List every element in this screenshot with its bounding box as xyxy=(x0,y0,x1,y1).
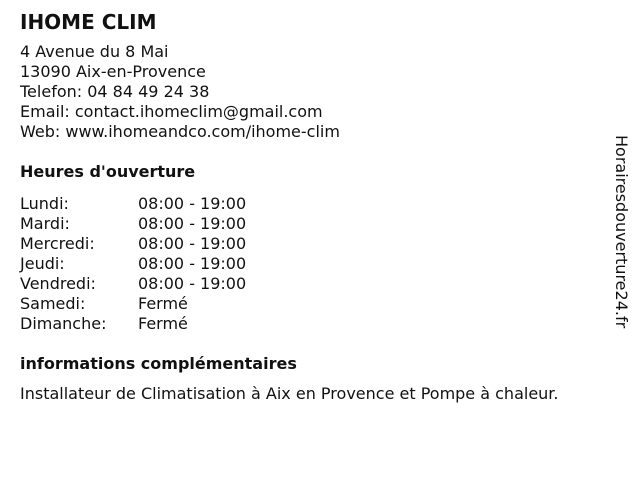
hours-time: 08:00 - 19:00 xyxy=(138,194,247,213)
business-name: IHOME CLIM xyxy=(20,10,157,34)
address-city: 13090 Aix-en-Provence xyxy=(20,62,206,81)
hours-day: Samedi: xyxy=(20,294,86,313)
hours-row xyxy=(20,274,246,294)
hours-row xyxy=(20,314,246,334)
hours-day: Dimanche: xyxy=(20,314,107,333)
site-watermark: Horairesdouverture24.fr xyxy=(612,135,631,329)
hours-row xyxy=(20,254,246,274)
hours-day: Jeudi: xyxy=(20,254,65,273)
hours-time: 08:00 - 19:00 xyxy=(138,214,247,233)
hours-time: 08:00 - 19:00 xyxy=(138,254,247,273)
phone-line: Telefon: 04 84 49 24 38 xyxy=(20,82,210,101)
hours-day: Lundi: xyxy=(20,194,69,213)
info-heading: informations complémentaires xyxy=(20,354,297,373)
hours-time: Fermé xyxy=(138,294,188,313)
address-street: 4 Avenue du 8 Mai xyxy=(20,42,169,61)
hours-row xyxy=(20,294,246,314)
business-card xyxy=(20,10,610,404)
hours-time: Fermé xyxy=(138,314,188,333)
hours-day: Mercredi: xyxy=(20,234,95,253)
info-text: Installateur de Climatisation à Aix en Provence et Pompe à chaleur. xyxy=(20,384,559,403)
hours-table xyxy=(20,194,246,334)
web-line: Web: www.ihomeandco.com/ihome-clim xyxy=(20,122,340,141)
hours-day: Mardi: xyxy=(20,214,70,233)
hours-time: 08:00 - 19:00 xyxy=(138,274,247,293)
address-block xyxy=(20,42,610,142)
hours-time: 08:00 - 19:00 xyxy=(138,234,247,253)
hours-day: Vendredi: xyxy=(20,274,96,293)
hours-heading: Heures d'ouverture xyxy=(20,162,196,181)
email-line: Email: contact.ihomeclim@gmail.com xyxy=(20,102,323,121)
hours-row xyxy=(20,234,246,254)
hours-row xyxy=(20,214,246,234)
hours-row xyxy=(20,194,246,214)
